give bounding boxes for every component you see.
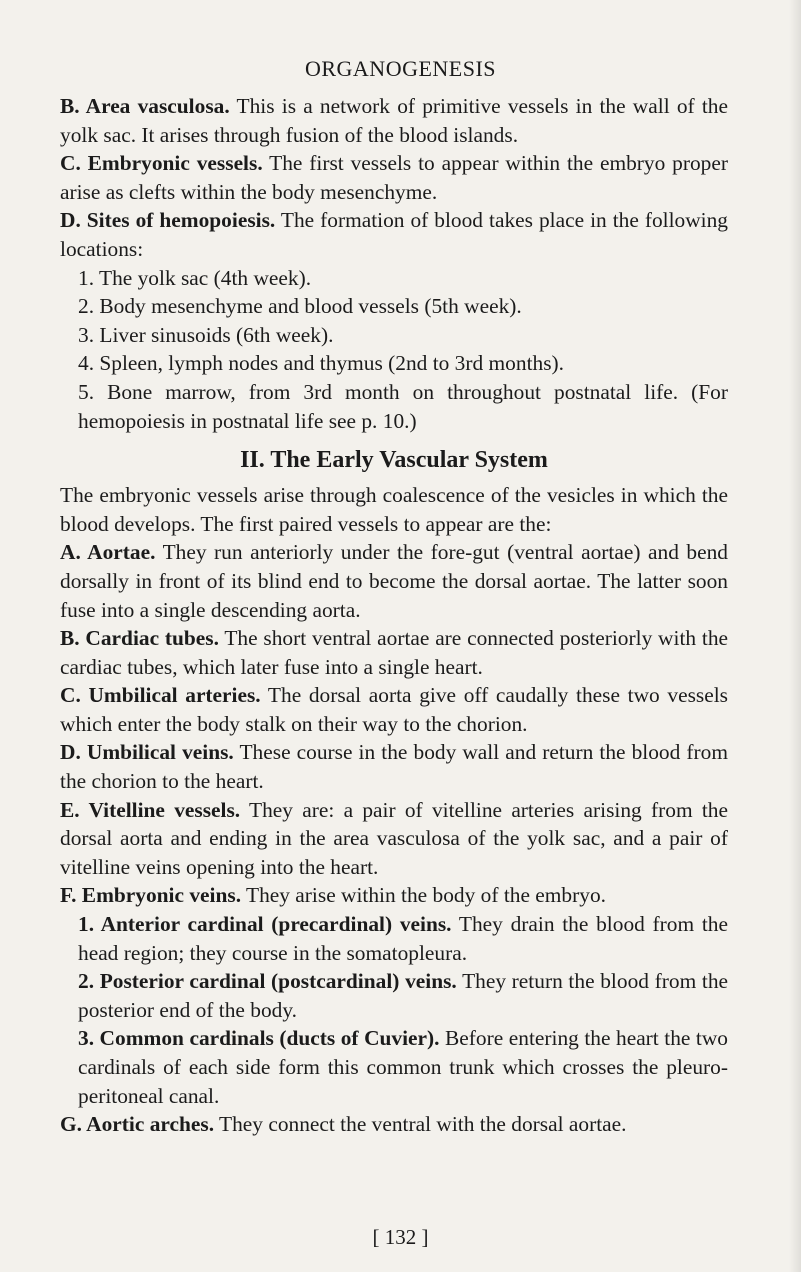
page-number: [ 132 ] (372, 1225, 429, 1249)
paragraph-umbilical-veins: D. Umbilical veins. These course in the body wall and return the blood from the chorion to the heart. (60, 740, 728, 794)
paragraph-umbilical-arteries: C. Umbilical arteries. The dorsal aorta give off caudally these two vessels which enter the body stalk on their way to the chorion. (60, 683, 728, 736)
list-item: 1. Anterior cardinal (precardinal) veins. They drain the blood from the head region; they course in the somatopleura. (78, 912, 728, 965)
term-label: D. Sites of hemopoiesis. (60, 208, 276, 233)
term-label: B. Area vasculosa. (60, 94, 230, 118)
term-label: A. Aortae. (60, 540, 156, 565)
term-label: C. Embryonic vessels. (60, 151, 263, 176)
section-title: II. The Early Vascular System (240, 447, 548, 474)
term-label: 1. Anterior cardinal (precardinal) veins. (78, 912, 452, 937)
term-label: C. Umbilical arteries. (60, 683, 261, 708)
list-item: 2. Posterior cardinal (postcardinal) veins. They return the blood from the posterior end of the body. (78, 969, 729, 1022)
paragraph-area-vasculosa: B. Area vasculosa. This is a network of primitive vessels in the wall of the yolk sac. It arises through fusion of the blood islands. (60, 94, 728, 147)
paragraph-embryonic-vessels: C. Embryonic vessels. The first vessels to appear within the embryo proper arise as clefts within the body mesenchyme. (60, 151, 728, 204)
paragraph-aortic-arches: G. Aortic arches. They connect the ventral with the dorsal aortae. (60, 1112, 627, 1137)
running-header: ORGANOGENESIS (304, 56, 497, 81)
list-item: 1. The yolk sac (4th week). (78, 265, 312, 290)
term-label: D. Umbilical veins. (60, 740, 234, 765)
term-label: F. Embryonic veins. (60, 883, 242, 908)
term-label: G. Aortic arches. (60, 1112, 215, 1137)
list-item: 2. Body mesenchyme and blood vessels (5th week). (78, 294, 522, 319)
term-label: 3. Common cardinals (ducts of Cuvier). (78, 1026, 440, 1051)
list-item: 3. Liver sinusoids (6th week). (78, 322, 334, 347)
term-label: B. Cardiac tubes. (60, 626, 219, 651)
paragraph-hemopoiesis-sites: D. Sites of hemopoiesis. The formation of blood takes place in the following locations: (60, 208, 729, 261)
paragraph-intro: The embryonic vessels arise through coalescence of the vesicles in which the blood develops. The first paired vessels to appear are the: (60, 483, 728, 536)
list-item: 5. Bone marrow, from 3rd month on throughout postnatal life. (For hemopoiesis in postnatal life see p. 10.) (78, 379, 728, 433)
page-body (60, 92, 728, 1139)
paragraph-vitelline-vessels: E. Vitelline vessels. They are: a pair of vitelline arteries arising from the dorsal aorta and ending in the area vasculosa of the yolk sac, and a pair of vitelline veins opening into the heart. (60, 797, 728, 879)
list-item: 3. Common cardinals (ducts of Cuvier). Before entering the heart the two cardinals of each side form this common trunk which crosses the pleuro-peritoneal canal. (78, 1026, 729, 1108)
term-label: 2. Posterior cardinal (postcardinal) veins. (78, 969, 457, 994)
paragraph-cardiac-tubes: B. Cardiac tubes. The short ventral aortae are connected posteriorly with the cardiac tubes, which later fuse into a single heart. (60, 626, 729, 679)
page-edge-shadow (789, 0, 801, 1272)
paragraph-aortae: A. Aortae. They run anteriorly under the fore-gut (ventral aortae) and bend dorsally in front of its blind end to become the dorsal aortae. The latter soon fuse into a single descending aorta. (60, 540, 728, 622)
list-item: 4. Spleen, lymph nodes and thymus (2nd to 3rd months). (78, 351, 565, 376)
paragraph-embryonic-veins: F. Embryonic veins. They arise within the body of the embryo. (60, 883, 606, 908)
term-label: E. Vitelline vessels. (60, 797, 241, 822)
